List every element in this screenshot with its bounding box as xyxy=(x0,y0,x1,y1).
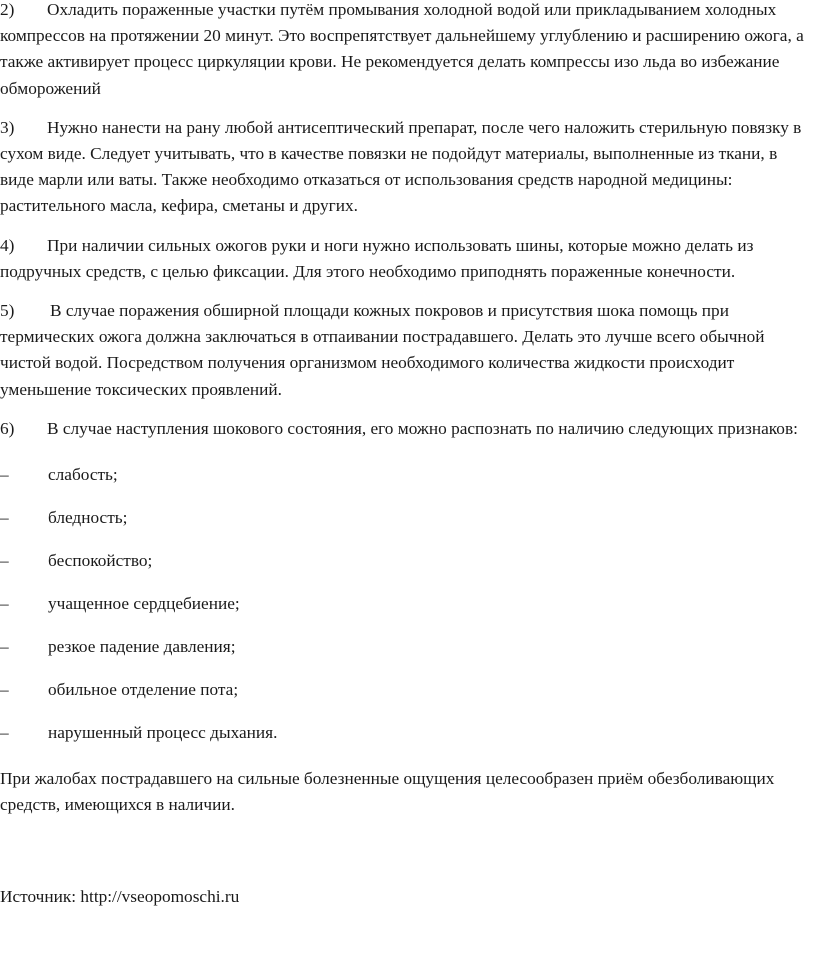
paragraph-4 xyxy=(0,233,812,285)
dash-bullet: – xyxy=(0,551,9,571)
paragraph-3 xyxy=(0,115,812,220)
list-item-text: резкое падение давления; xyxy=(48,637,236,657)
dash-bullet: – xyxy=(0,594,9,614)
list-item-text: бледность; xyxy=(48,508,128,528)
paragraph-2 xyxy=(0,0,812,102)
source-line: Источник: http://vseopomoschi.ru xyxy=(0,887,240,907)
dash-bullet: – xyxy=(0,637,9,657)
list-item-text: нарушенный процесс дыхания. xyxy=(48,723,278,743)
paragraph-number: 4) xyxy=(0,235,15,255)
list-item xyxy=(0,634,812,660)
paragraph-text: В случае наступления шокового состояния, его можно распознать по наличию следующих признаков: xyxy=(47,418,798,438)
list-item-text: слабость; xyxy=(48,465,118,485)
list-item xyxy=(0,677,812,703)
paragraph-number: 3) xyxy=(0,117,15,137)
symptom-list xyxy=(0,462,812,746)
paragraph-text: Нужно нанести на рану любой антисептический препарат, после чего наложить стерильную повязку в сухом виде. Следует учитывать, что в качестве повязки не подойдут материалы, выполненные из ткани, в виде марли или ваты. Также необходимо отказаться от использования средств народной медицины: растительного масла, кефира, сметаны и других. xyxy=(0,117,802,216)
dash-bullet: – xyxy=(0,723,9,743)
list-item xyxy=(0,591,812,617)
dash-bullet: – xyxy=(0,465,9,485)
paragraph-number: 2) xyxy=(0,0,15,19)
dash-bullet: – xyxy=(0,508,9,528)
paragraph-6 xyxy=(0,416,812,442)
list-item xyxy=(0,548,812,574)
paragraph-text: В случае поражения обширной площади кожных покровов и присутствия шока помощь при термических ожога должна заключаться в отпаивании пострадавшего. Делать это лучше всего обычной чистой водой. Посредством получения организмом необходимого количества жидкости происходит уменьшение токсических проявлений. xyxy=(0,301,765,399)
paragraph-text: Охладить пораженные участки путём промывания холодной водой или прикладыванием холодных компрессов на протяжении 20 минут. Это воспрепятствует дальнейшему углублению и расширению ожога, а также активирует процесс циркуляции крови. Не рекомендуется делать компрессы изо льда во избежание обморожений xyxy=(0,0,804,98)
list-item-text: учащенное сердцебиение; xyxy=(48,594,240,614)
list-item-text: беспокойство; xyxy=(48,551,153,571)
closing-paragraph: При жалобах пострадавшего на сильные болезненные ощущения целесообразен приём обезболивающих средств, имеющихся в наличии. xyxy=(0,769,775,815)
paragraph-number: 5) xyxy=(0,301,15,321)
list-item-text: обильное отделение пота; xyxy=(48,680,239,700)
dash-bullet: – xyxy=(0,680,9,700)
paragraph-text: При наличии сильных ожогов руки и ноги нужно использовать шины, которые можно делать из подручных средств, с целью фиксации. Для этого необходимо приподнять пораженные конечности. xyxy=(0,235,754,281)
paragraph-number: 6) xyxy=(0,418,15,438)
list-item xyxy=(0,505,812,531)
paragraph-5 xyxy=(0,298,812,403)
list-item xyxy=(0,720,812,746)
list-item xyxy=(0,462,812,488)
